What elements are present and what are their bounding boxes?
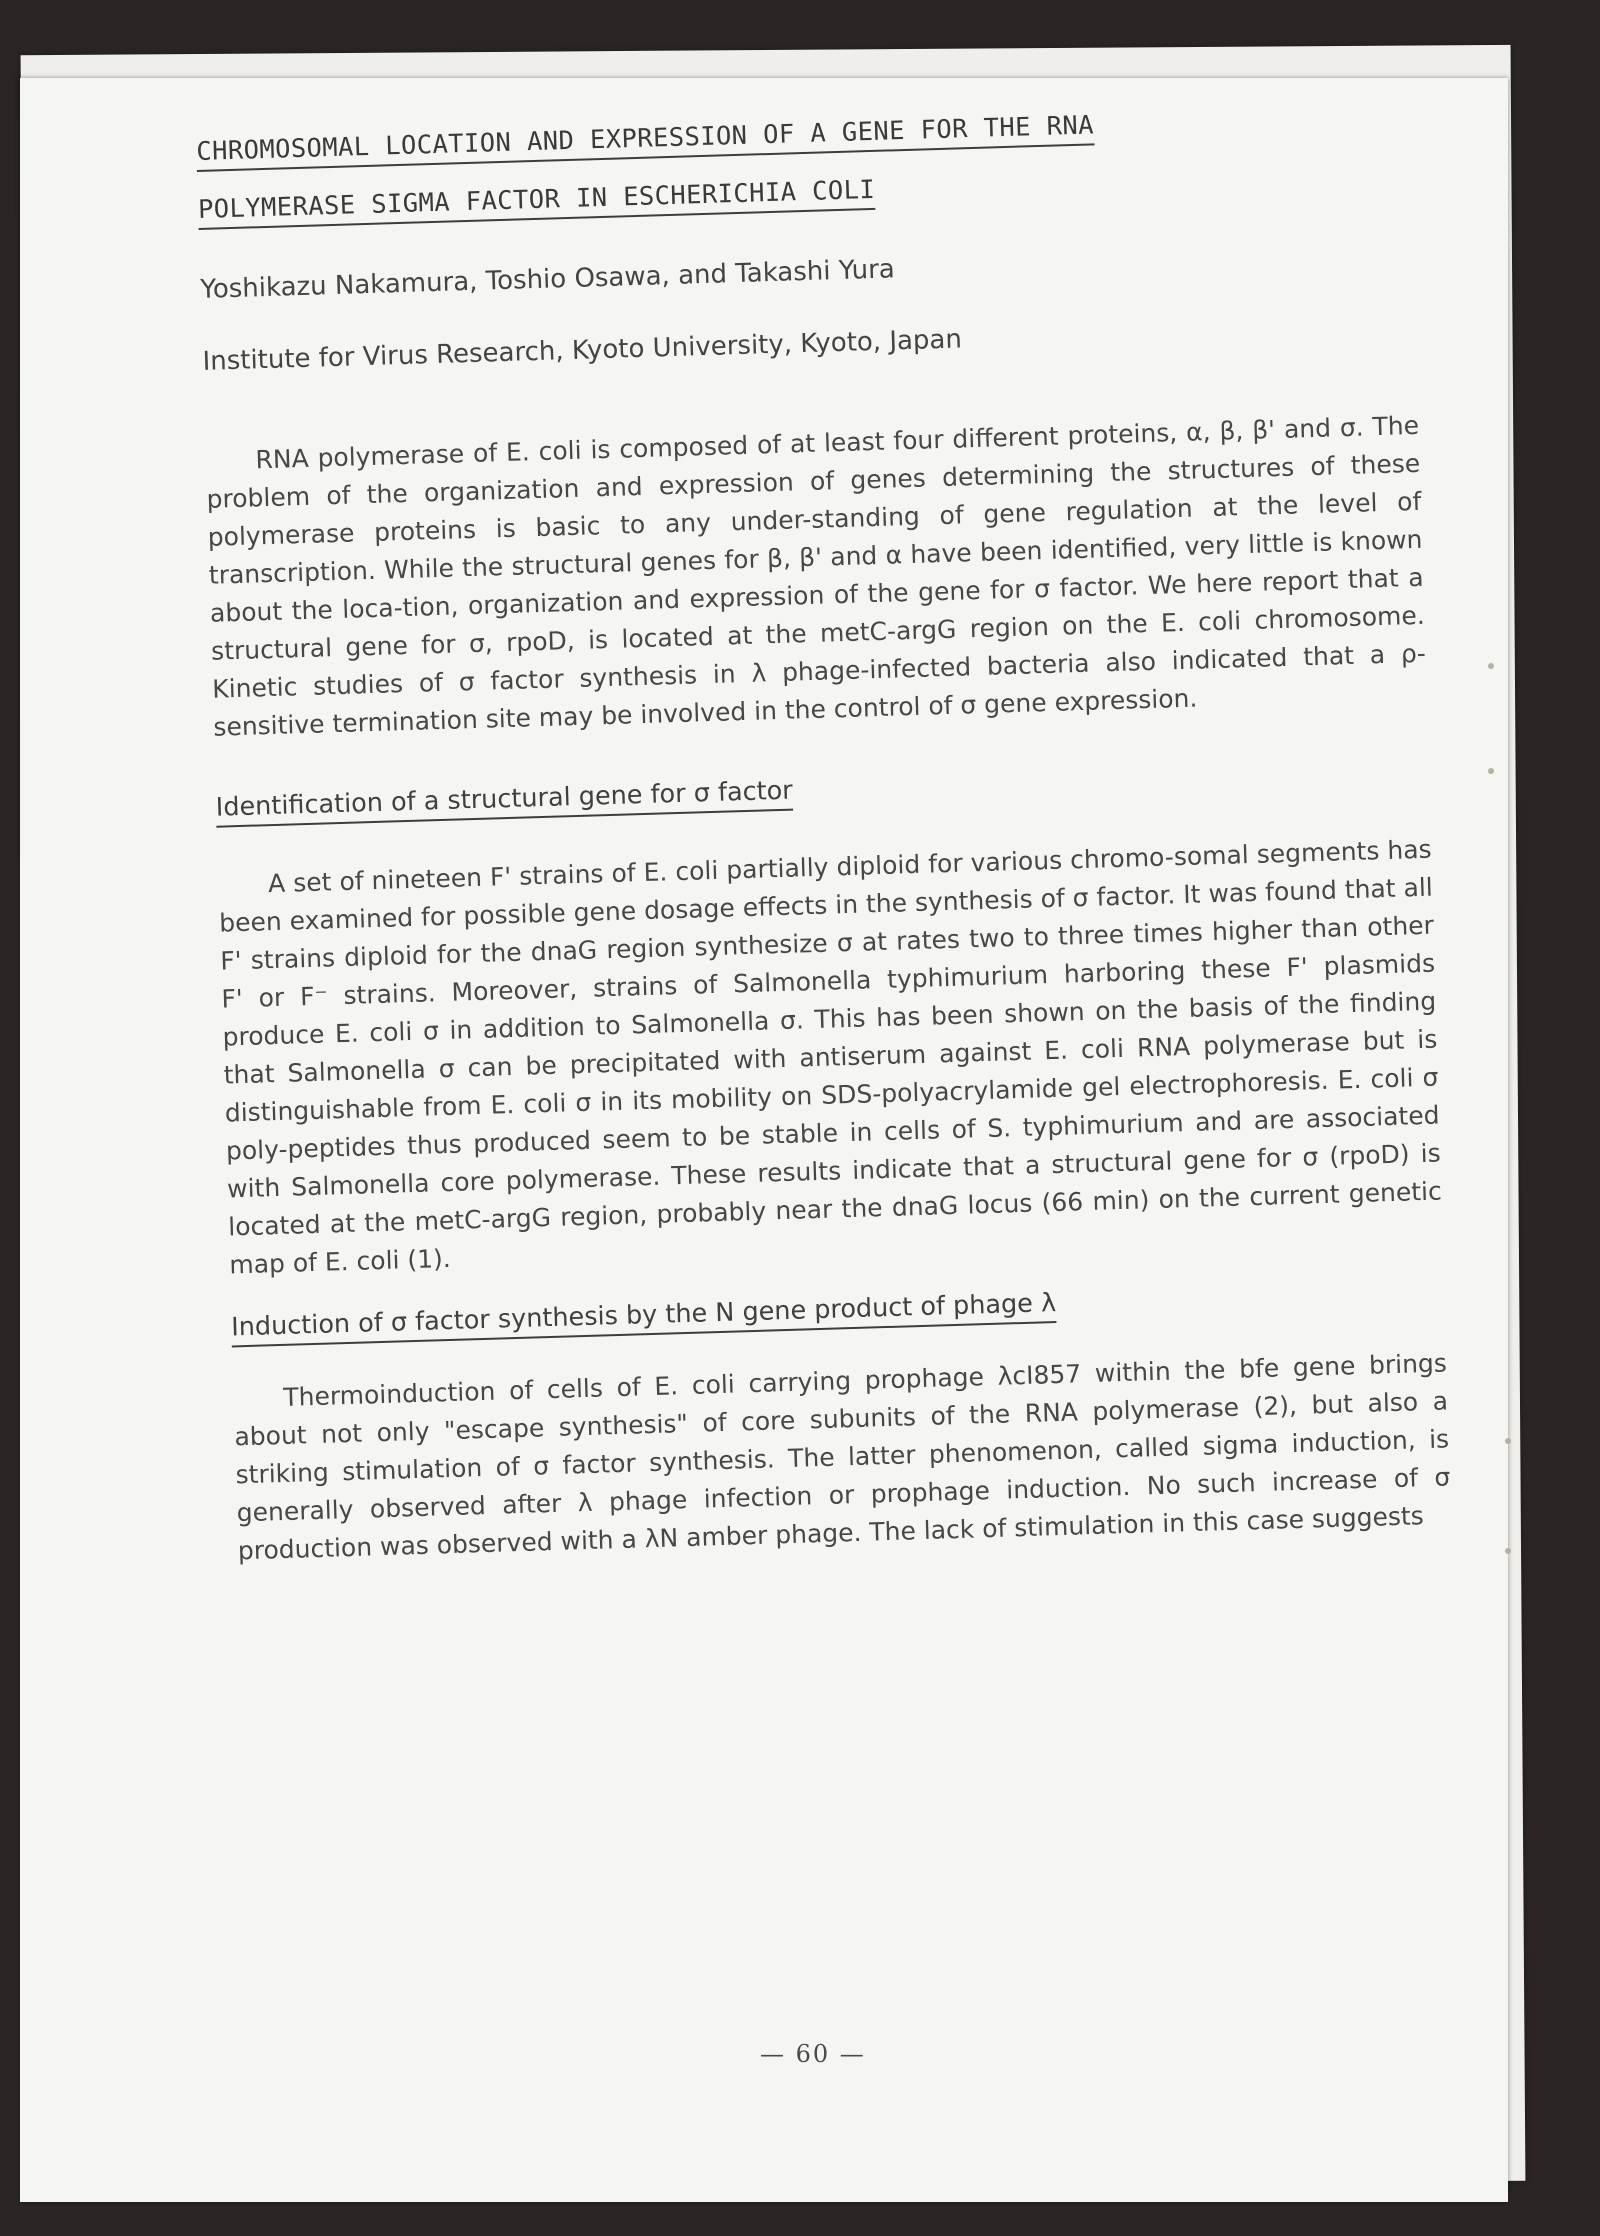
paper-speck	[1488, 663, 1494, 669]
section-heading-induction	[231, 1276, 1445, 1342]
paper-speck	[1505, 1438, 1511, 1444]
abstract-paragraph	[205, 407, 1427, 747]
abstract-text: RNA polymerase of E. coli is composed of at least four different proteins, α, β, β' and σ. The problem of the organization and expression of genes determining the structures of these polymerase proteins is basic to any under-standing of gene regulation at the level of transcription. While the structural genes for β, β' and α have been identified, very little is known about the loca-tion, organization and expression of the gene for σ factor. We here report that a structural gene for σ, rpoD, is located at the metC-argG region on the E. coli chromosome. Kinetic studies of σ factor synthesis in λ phage-infected bacteria also indicated that a ρ-sensitive termination site may be involved in the control of σ gene expression.	[206, 410, 1427, 742]
heading-2-text: Induction of σ factor synthesis by the N gene product of phage λ	[231, 1288, 1057, 1347]
body-paragraph-1	[218, 831, 1444, 1285]
affiliation: Institute for Virus Research, Kyoto University, Kyoto, Japan	[202, 324, 963, 377]
body-paragraph-1-text: A set of nineteen F' strains of E. coli partially diploid for various chromo-somal segments has been examined for possible gene dosage effects in the synthesis of σ factor. It was found that all F' strains diploid for the dnaG region synthesize σ at rates two to three times higher than other F' or F⁻ strains. Moreover, strains of Salmonella typhimurium harboring these F' plasmids produce E. coli σ in addition to Salmonella σ. This has been shown on the basis of the finding that Salmonella σ can be precipitated with antiserum against E. coli RNA polymerase but is distinguishable from E. coli σ in its mobility on SDS-polyacrylamide gel electrophoresis. E. coli σ poly-peptides thus produced seem to be stable in cells of S. typhimurium and are associated with Salmonella core polymerase. These results indicate that a structural gene for σ (rpoD) is located at the metC-argG region, probably near the dnaG locus (66 min) on the current genetic map of E. coli (1).	[218, 834, 1443, 1280]
document-title-line-2	[198, 161, 1412, 223]
page-number: — 60 —	[760, 2040, 866, 2068]
section-heading-identification	[215, 757, 1429, 823]
document-body	[196, 104, 1452, 1570]
title-line-2-text: POLYMERASE SIGMA FACTOR IN ESCHERICHIA COLI	[198, 174, 876, 229]
body-paragraph-2-text: Thermoinduction of cells of E. coli carrying prophage λcI857 within the bfe gene brings about not only "escape synthesis" of core subunits of the RNA polymerase (2), but also a striking stimulation of σ factor synthesis. The latter phenomenon, called sigma induction, is generally observed after λ phage infection or prophage induction. No such increase of σ production was observed with a λN amber phage. The lack of stimulation in this case suggests	[234, 1348, 1451, 1566]
heading-1-text: Identification of a structural gene for σ factor	[215, 776, 793, 828]
body-paragraph-2	[233, 1344, 1452, 1570]
title-line-1-text: CHROMOSOMAL LOCATION AND EXPRESSION OF A GENE FOR THE RNA	[196, 110, 1095, 172]
authors: Yoshikazu Nakamura, Toshio Osawa, and Takashi Yura	[200, 254, 896, 305]
paper-speck	[1505, 1548, 1511, 1554]
paper-speck	[1488, 768, 1494, 774]
